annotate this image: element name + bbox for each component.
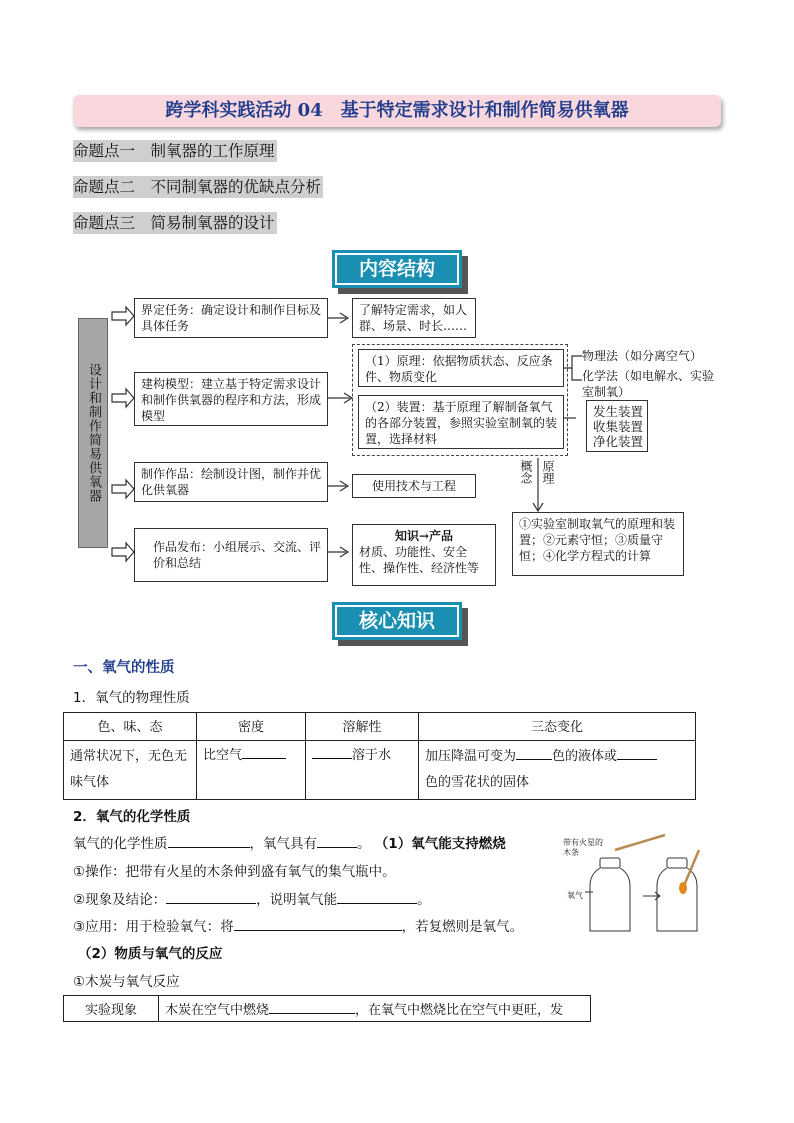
- chemical-method: 化学法（如电解水、实验室制氧）: [582, 369, 715, 399]
- th-color: 色、味、态: [64, 713, 197, 741]
- charcoal-line: ①木炭与氧气反应: [73, 974, 180, 990]
- label-concept: 概念: [519, 460, 533, 484]
- blank: [168, 835, 250, 848]
- th-states: 三态变化: [419, 713, 696, 741]
- th-solubility: 溶解性: [306, 713, 419, 741]
- physical-method: 物理法（如分离空气）: [582, 349, 703, 363]
- application-line: [73, 915, 523, 935]
- td-color: 通常状况下，无色无味气体: [64, 741, 197, 800]
- box-principle: （1）原理：依据物质状态、反应条件、物质变化: [358, 349, 564, 387]
- box-define-task: 界定任务：确定设计和制作目标及具体任务: [134, 298, 328, 338]
- topic-3: 命题点三 简易制氧器的设计: [73, 214, 275, 232]
- chem-text-c: 。: [357, 836, 371, 852]
- td-phenomenon: [159, 996, 591, 1022]
- blank: [317, 835, 357, 848]
- box-make-work: 制作作品：绘制设计图，制作并优化供氧器: [134, 462, 328, 502]
- bottles-drawing: [555, 830, 715, 940]
- blank: [269, 1001, 355, 1014]
- topic-2: 命题点二 不同制氧器的优缺点分析: [73, 178, 322, 196]
- phen-a: 木炭在空气中燃烧: [165, 1003, 270, 1018]
- app-b: ，若复燃则是氧气。: [401, 919, 524, 935]
- topic-1: 命题点一 制氧器的工作原理: [73, 142, 275, 160]
- chem-text-a: 氧气的化学性质: [73, 836, 168, 852]
- solubility-text: 溶于水: [352, 748, 392, 763]
- box-publish: 作品发布：小组展示、交流、评价和总结: [134, 528, 328, 582]
- chem-text-d: （1）氧气能支持燃烧: [374, 836, 506, 852]
- blank: [312, 746, 352, 759]
- obs-c: 。: [417, 892, 431, 908]
- observation-line: [73, 888, 431, 908]
- blank: [337, 891, 417, 904]
- heading-chemical: 2．氧气的化学性质: [73, 809, 191, 825]
- chem-line-1: [73, 832, 506, 852]
- app-a: ③应用：用于检验氧气：将: [73, 919, 234, 935]
- blank: [617, 747, 657, 760]
- heading-reaction: （2）物质与氧气的反应: [78, 946, 223, 962]
- oxygen-test-figure: [555, 830, 715, 940]
- heading-physical: 1．氧气的物理性质: [73, 690, 190, 706]
- box-understand-needs: 了解特定需求，如人群、场景、时长……: [352, 298, 476, 338]
- physical-properties-table: [63, 712, 696, 800]
- states-text-2: 色的液体或: [552, 749, 618, 764]
- density-text: 比空气: [203, 748, 243, 763]
- box-product: [352, 524, 496, 586]
- blank: [234, 918, 402, 931]
- blank: [166, 891, 256, 904]
- figure-label-stick: 带有火星的木条: [563, 838, 603, 857]
- figure-label-gas: 氧气: [567, 891, 583, 900]
- box-build-model: 建构模型：建立基于特定需求设计和制作供氧器的程序和方法，形成模型: [134, 372, 328, 426]
- operation-line: ①操作：把带有火星的木条伸到盛有氧气的集气瓶中。: [73, 864, 396, 880]
- section-heading-core: 核心知识: [332, 602, 462, 640]
- td-states: [419, 741, 696, 800]
- product-body: 材质、功能性、安全性、操作性、经济性等: [359, 545, 480, 575]
- page-title: 跨学科实践活动 04 基于特定需求设计和制作简易供氧器: [73, 95, 721, 127]
- box-device: （2）装置：基于原理了解制备氧气的各部分装置，参照实验室制氧的装置，选择材料: [358, 395, 564, 449]
- td-solubility: [306, 741, 419, 800]
- section-heading-structure: 内容结构: [332, 250, 462, 288]
- heading-oxygen-properties: 一、氧气的性质: [73, 660, 175, 676]
- flame-icon: [679, 882, 687, 894]
- states-text-1: 加压降温可变为: [425, 749, 517, 764]
- td-label: 实验现象: [64, 996, 159, 1022]
- td-density: [197, 741, 306, 800]
- box-device-list: 发生装置 收集装置 净化装置: [586, 400, 648, 452]
- charcoal-table: [63, 995, 591, 1022]
- diagram-side-label: 设计和制作简易供氧器: [78, 318, 108, 548]
- box-technology: 使用技术与工程: [352, 474, 476, 498]
- chem-text-b: ，氧气具有: [249, 836, 317, 852]
- blank: [516, 747, 552, 760]
- label-principle: 原理: [541, 460, 555, 484]
- obs-b: ，说明氧气能: [256, 892, 338, 908]
- blank: [242, 746, 286, 759]
- box-knowledge: ①实验室制取氧气的原理和装置；②元素守恒；③质量守恒；④化学方程式的计算: [512, 512, 684, 576]
- states-text-3: 色的雪花状的固体: [425, 775, 530, 790]
- th-density: 密度: [197, 713, 306, 741]
- phen-b: ，在氧气中燃烧比在空气中更旺，发: [355, 1003, 564, 1018]
- product-title: 知识→产品: [394, 529, 454, 543]
- obs-a: ②现象及结论：: [73, 892, 167, 908]
